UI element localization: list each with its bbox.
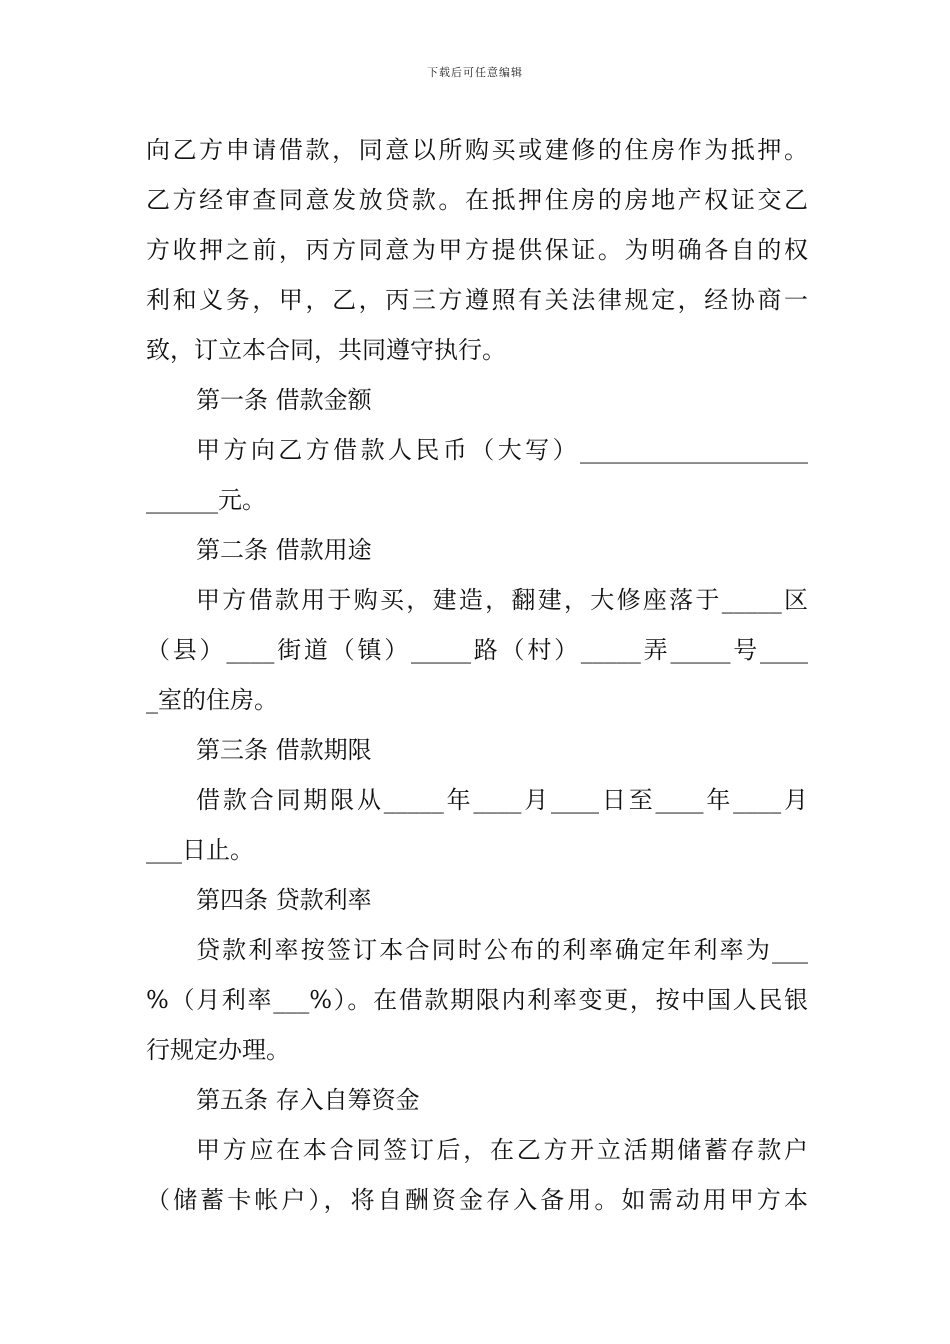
text-line: （储蓄卡帐户），将自酬资金存入备用。如需动用甲方本 bbox=[146, 1186, 808, 1214]
text-line: 致，订立本合同，共同遵守执行。 bbox=[146, 336, 506, 364]
text-line: 贷款利率按签订本合同时公布的利率确定年利率为___ bbox=[196, 936, 808, 964]
page-header-note: 下载后可任意编辑 bbox=[427, 66, 523, 79]
text-line: 利和义务，甲，乙，丙三方遵照有关法律规定，经协商一 bbox=[146, 286, 808, 314]
text-line: 乙方经审查同意发放贷款。在抵押住房的房地产权证交乙 bbox=[146, 186, 808, 214]
text-line: 向乙方申请借款，同意以所购买或建修的住房作为抵押。 bbox=[146, 136, 808, 164]
text-line: ___日止。 bbox=[146, 836, 254, 864]
text-line: 甲方借款用于购买，建造，翻建，大修座落于_____区 bbox=[196, 586, 808, 614]
contract-body bbox=[146, 125, 808, 1225]
article-heading: 第四条 贷款利率 bbox=[196, 886, 372, 914]
text-line: _室的住房。 bbox=[146, 686, 278, 714]
text-line: %（月利率___%）。在借款期限内利率变更，按中国人民银 bbox=[146, 986, 808, 1014]
article-heading: 第一条 借款金额 bbox=[196, 386, 372, 414]
text-line: 借款合同期限从_____年____月____日至____年____月 bbox=[196, 786, 808, 814]
text-line: 行规定办理。 bbox=[146, 1036, 290, 1064]
text-line: 甲方应在本合同签订后，在乙方开立活期储蓄存款户 bbox=[196, 1136, 808, 1164]
article-heading: 第五条 存入自筹资金 bbox=[196, 1086, 420, 1114]
text-line: 方收押之前，丙方同意为甲方提供保证。为明确各自的权 bbox=[146, 236, 808, 264]
text-line: ______元。 bbox=[146, 486, 266, 514]
article-heading: 第三条 借款期限 bbox=[196, 736, 372, 764]
text-line: （县）____街道（镇）_____路（村）_____弄_____号____ bbox=[146, 636, 808, 664]
text-line: 甲方向乙方借款人民币（大写）___________________ bbox=[196, 436, 808, 464]
article-heading: 第二条 借款用途 bbox=[196, 536, 372, 564]
